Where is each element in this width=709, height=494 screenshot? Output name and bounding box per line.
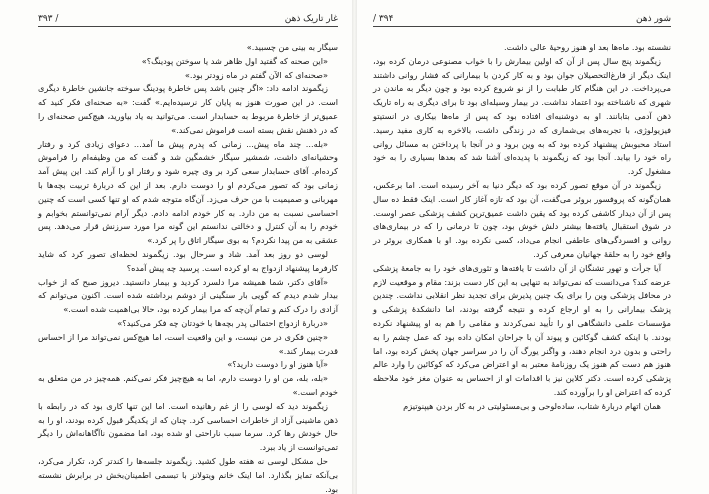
left-paragraph: «چنین فکری در من نیست، و این واقعیت است، اما هیچ‌کس نمی‌تواند مرا از احساس قدرت بیمار کند.»: [38, 331, 338, 356]
right-paragraph: زیگموند پنج سال پس از آن که اولین بیمارش را با خواب مصنوعی درمان کرده بود، اینک دیگر از فارغ‌التحصیلان جوان بود و به کار کردن با بیمارانی که فشار روانی داشتند می‌پرداخت. در این هنگام کار طبابت را از نو شروع کرده بود و چون دیگر به ماندن در شهری که ناشناخته بود اعتماد نداشت. در بیمار وسیله‌ای بود تا برای دیگری به راه تاریک ذهن آدمی بتابانند. او به دوشنبه‌ای افتاده بود که پس از ماه‌ها بیکاری در انستیتو فیزیولوژی، با تجربه‌های بی‌شماری که در زندگی داشت، بالاخره به کاری مفید رسید. استاد محبوبش پیشنهاد کرده بود که به وین برود و در آنجا با پرداختن به مسائل روانی راه خود را بیابد. آنجا بود که زیگموند با پدیده‌ای آشنا شد که بعدها بسیاری را به خود مشغول کرد.: [373, 55, 671, 177]
left-body-text: [38, 41, 338, 494]
left-paragraph: زیگموند ادامه داد: «اگر چنین باشد پس خاطرهٔ پودینگ سوخته جانشین خاطرهٔ دیگری است. در این صورت هنوز به پایان کار نرسیده‌ایم.» گفت: «به صحنه‌ای فکر کنید که عمیق‌تر از خاطرهٔ مربوط به حسابدار است. می‌توانید به یاد بیاورید، هیچ‌کس صحنه‌ای را که در ذهنش نقش بسته است فراموش نمی‌کند.»: [38, 83, 338, 135]
left-paragraph: زیگموند دید که لوسی را از غم رهانیده است. اما این تنها کاری بود که در رابطه با ذهن ماشینی آزاد از خاطرات احساسی کرد. چنان که از یکدیگر قبول کرده بودند، او را به حال خودش رها کرد. سرما سبب ناراحتی او شده بود، اما مضمون ناآگاهانه‌اش را دیگر تمی‌توانست از یاد ببرد.: [38, 400, 338, 453]
left-paragraph: «بله، بله، من او را دوست دارم، اما به هیچ‌چیز فکر نمی‌کنم. همه‌چیز در من متعلق به خودم است.»: [38, 373, 338, 397]
right-running-head: [373, 14, 671, 27]
left-paragraph: لوسی دو روز بعد آمد. شاد و سرحال بود. زیگموند لحظه‌ای تصور کرد که شاید کارفرما پیشنهاد ازدواج به او کرده است. پرسید چه پیش آمده؟: [38, 248, 338, 273]
left-paragraph: «بله... چند ماه پیش... زمانی که پدرم پیش ما آمد... دعوای زیادی کرد و رفتار وحشیانه‌ای داشت، شمشیر سیگار خشمگین شد و گفت که من وظیفه‌ام را فراموش کرده‌ام. آقای حسابدار سعی کرد بر وی چیره شود و رفتار او را آرام کند. این پیش آمد زمانی بود که تصور می‌کردم او را دوست دارم. بعد از این که دربارهٔ تربیت بچه‌ها با مهربانی و صمیمیت با من حرف می‌زد. آن‌گاه متوجه شدم که او تنها کسی است که چنین احساسی نسبت به من دارد. به کار خودم ادامه دادم. دیگر آرام نمی‌توانستم بخوابم و خودم را به آن کنترل و دخالتی ندانستم این گونه مرا مورد سرزنش قرار می‌دهد. پس عشقی به من پیدا نکردم؟ به بوی سیگار اتاق را پر کرد.»: [38, 138, 338, 246]
left-paragraph: سیگار به بینی من چسبید.»: [246, 42, 338, 52]
left-running-head: [38, 14, 338, 27]
left-page: [0, 0, 352, 494]
left-paragraph: «آقای دکتر، شما همیشه مرا دلسرد کردید و بیمار دانستید. دیروز صبح که از خواب بیدار شدم دیدم که گویی بار سنگینی از دوشم برداشته شده است. اکنون می‌توانم که آزادی را درک کنم و تمام آن‌چه که مرا بیمار کرده بود، حالا بی‌اهمیت شده است.»: [38, 276, 338, 315]
right-header-title: شور ذهن: [635, 14, 671, 24]
left-paragraph: «این صحنه که گفتید اول ظاهر شد یا سوختن پودینگ؟»: [141, 55, 328, 66]
right-paragraph: همان اتهام دربارهٔ شتاب، ساده‌لوحی و بی‌مسئولیتی در به کار بردن هیپنوتیزم: [403, 400, 661, 411]
left-header-page-number: / ۳۹۳: [38, 14, 59, 24]
left-header-title: غار تاریک ذهن: [284, 14, 338, 24]
right-paragraph: زیگموند در آن موقع تصور کرده بود که دیگر دنیا به آخر رسیده است. اما برعکس، همان‌گونه که پروفسور بروئر می‌گفت، آن بود که تازه آغاز کار است. اینک فقط ده سال پس از آن دیدار کاشفی کرده بود که یقین داشت عمیق‌ترین کشف پزشکی عصر اوست. در شوق استقبال یافته‌ها بیشتر دلش خوش بود، چون تا درمانی را که در بیماری‌های روانی و افسردگی‌های عاطفی انجام می‌داد، کسی نکرده بود. او با همکاری بروئر در واقع خود را به حلقهٔ جهانیان معرفی کرد.: [373, 179, 671, 259]
left-paragraph: «آیا هنوز او را دوست دارید؟»: [227, 359, 328, 370]
right-body-text: [373, 41, 671, 414]
right-page: [357, 0, 709, 494]
right-paragraph: نشسته بود. ماه‌ها بعد او هنوز روحیهٔ عالی داشت.: [504, 42, 671, 52]
right-header-page-number: ۳۹۴ /: [373, 14, 394, 24]
left-paragraph: «صحنه‌ای که الآن گفتم در ماه زودتر بود.»: [184, 69, 328, 80]
left-paragraph: حل مشکل لوسی نه هفته طول کشید. زیگموند جلسه‌ها را کندتر کرد، تکرار می‌کرد، بی‌آنکه تمایز بگذارد. اما اینک خانم ویتولانز با تبسمی اطمینان‌بخش در برابرش نشسته بود.: [38, 455, 338, 494]
left-paragraph: «دربارهٔ ازدواج احتمالی پدر بچه‌ها با خودتان چه فکر می‌کنید؟»: [117, 317, 328, 328]
right-paragraph: آیا جرأت و تهور تشنگان از آن داشت تا یافته‌ها و تئوری‌های خود را به جامعهٔ پزشکی عرضه کند؟ می‌دانست که نمی‌تواند به تنهایی به این کار دست بزند: مقام و موقعیت لازم در محافل پزشکی وین را برای یک چنین پذیرش برای تجدید نظر انقلابی نداشت. چندین پزشک بیمارانی را به او ارجاع کرده و نتیجه گرفته بودند، اما دانشکدهٔ پزشکی و مؤسسات علمی دانشگاهی او را تأیید نمی‌کردند و مقامی را هم به او پیشنهاد نکرده بودند. با اینکه کشف گوکائین و پیوند آن با جراحان امکان داده بود که عمل چشم را به راحتی و بدون درد انجام دهند، و واگنر یورگ آن را در سراسر جهان پخش کرده بود، اما هنوز هم دست کم هنوز یک روزنامهٔ معتبر به او اعتراض می‌کرد که کوکائین را وارد عالم پزشکی کرده است. دکتر کلاین نیز با اقدامات او از احساس به عنوان مغز خود ملاحظه کرده که اعتراض او را برآورده کند.: [373, 262, 671, 397]
